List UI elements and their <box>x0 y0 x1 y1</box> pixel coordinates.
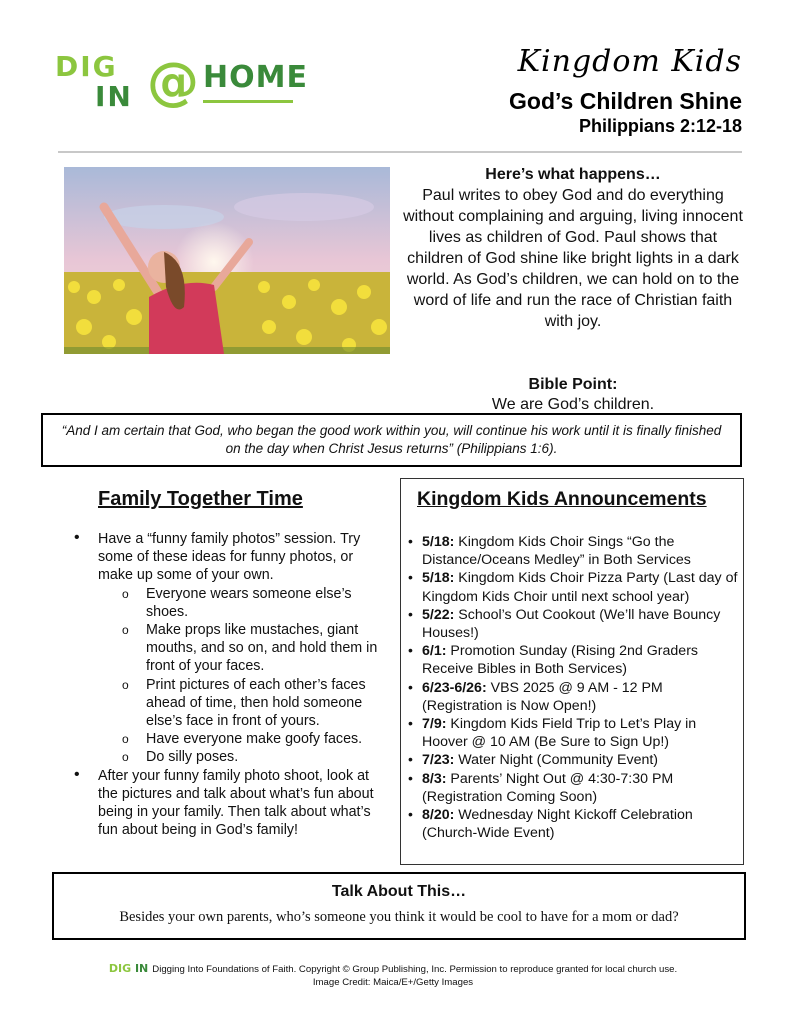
list-item: o Everyone wears someone else’s shoes. <box>146 585 390 621</box>
family-together-title: Family Together Time <box>98 488 303 510</box>
list-item: o Make props like mustaches, giant mouths, and so on, and hold them in front of your faces. <box>146 621 390 676</box>
announcement-text: VBS 2025 @ 9 AM - 12 PM (Registration is Now Open!) <box>422 679 663 714</box>
dig-in-home-logo <box>55 50 308 120</box>
announcement-text: Water Night (Community Event) <box>454 752 659 769</box>
announcements-list <box>405 533 740 842</box>
scripture-reference: Philippians 2:12-18 <box>578 116 742 136</box>
announcement-date: 5/18: <box>422 570 455 587</box>
list-item <box>422 679 740 715</box>
memory-verse-box <box>41 413 742 467</box>
header-divider <box>58 151 742 153</box>
announcements-title: Kingdom Kids Announcements <box>417 488 707 510</box>
announcement-text: School’s Out Cookout (We’ll have Bouncy Houses!) <box>422 606 721 642</box>
footer-copyright: Digging Into Foundations of Faith. Copyright © Group Publishing, Inc. Permission to reproduce granted for local church use. <box>152 964 678 975</box>
announcement-date: 7/9: <box>422 716 447 733</box>
announcement-date: 5/22: <box>422 606 455 623</box>
talk-about-this-box <box>52 872 746 940</box>
logo-underline <box>203 100 293 103</box>
footer-line-1 <box>0 962 786 976</box>
logo-dig: DIG <box>55 50 118 83</box>
bible-point <box>400 375 746 415</box>
summary-body: Paul writes to obey God and do everything without complaining and arguing, living innocent lives as children of God. Paul shows that children of God shine like bright lights in a dark world. As God’s children, we can hold on to the word of life and run the race of Christian faith with joy. <box>403 187 743 330</box>
logo-at: @ <box>147 52 199 112</box>
footer <box>0 962 786 989</box>
logo-home: HOME <box>203 60 308 95</box>
footer-image-credit: Image Credit: Maica/E+/Getty Images <box>312 977 474 988</box>
family-together-list <box>70 530 390 839</box>
footer-logo-in: IN <box>134 962 149 975</box>
announcement-text: Kingdom Kids Choir Sings “Go the Distance/Oceans Medley” in Both Services <box>422 534 691 569</box>
announcement-text: Kingdom Kids Field Trip to Let’s Play in Hoover @ 10 AM (Be Sure to Sign Up!) <box>422 716 697 751</box>
list-item <box>422 569 740 605</box>
brand-title: Kingdom Kids <box>517 44 742 79</box>
announcement-date: 6/23-6/26: <box>422 679 487 696</box>
family-item-1: Have a “funny family photos” session. Try some of these ideas for funny photos, or make up some of your own. <box>98 531 361 584</box>
list-item <box>422 606 740 642</box>
talk-heading: Talk About This… <box>331 883 467 900</box>
lesson-summary <box>400 164 746 332</box>
list-item <box>422 642 740 678</box>
memory-verse-text: “And I am certain that God, who began the good work within you, will continue his work until it is finally finished on the day when Christ Jesus returns” (Philippians 1:6). <box>61 423 722 456</box>
list-item <box>98 530 390 767</box>
list-item: o Do silly poses. <box>146 748 390 766</box>
list-item: o Print pictures of each other’s faces ahead of time, then hold someone else’s face in front of yours. <box>146 676 390 731</box>
girl-in-flower-field-photo <box>64 167 390 354</box>
footer-logo-dig: DIG <box>108 962 132 975</box>
bible-point-heading: Bible Point: <box>528 376 618 393</box>
footer-dig-in-logo <box>109 962 148 975</box>
announcement-text: Parents’ Night Out @ 4:30-7:30 PM (Registration Coming Soon) <box>422 770 674 805</box>
announcement-date: 7/23: <box>422 752 455 769</box>
announcement-date: 6/1: <box>422 643 447 660</box>
summary-heading: Here’s what happens… <box>485 166 661 183</box>
announcement-text: Promotion Sunday (Rising 2nd Graders Receive Bibles in Both Services) <box>422 643 699 678</box>
list-item <box>422 533 740 569</box>
talk-question: Besides your own parents, who’s someone you think it would be cool to have for a mom or dad? <box>119 909 679 925</box>
announcement-date: 5/18: <box>422 534 455 550</box>
logo-in: IN <box>95 80 133 113</box>
announcement-text: Wednesday Night Kickoff Celebration (Church-Wide Event) <box>422 807 693 842</box>
bible-point-text: We are God’s children. <box>491 396 655 413</box>
lesson-title: God’s Children Shine <box>509 88 742 114</box>
list-item: o Have everyone make goofy faces. <box>146 730 390 748</box>
announcement-text: Kingdom Kids Choir Pizza Party (Last day of Kingdom Kids Choir until next school year) <box>422 570 738 605</box>
announcement-date: 8/3: <box>422 770 447 787</box>
list-item: • After your funny family photo shoot, look at the pictures and talk about what’s fun about being in your family. Then talk about what’s fun about being in God’s family! <box>98 767 390 840</box>
list-item <box>422 715 740 751</box>
list-item <box>422 806 740 842</box>
announcement-date: 8/20: <box>422 807 455 824</box>
list-item <box>422 770 740 806</box>
list-item <box>422 751 740 769</box>
